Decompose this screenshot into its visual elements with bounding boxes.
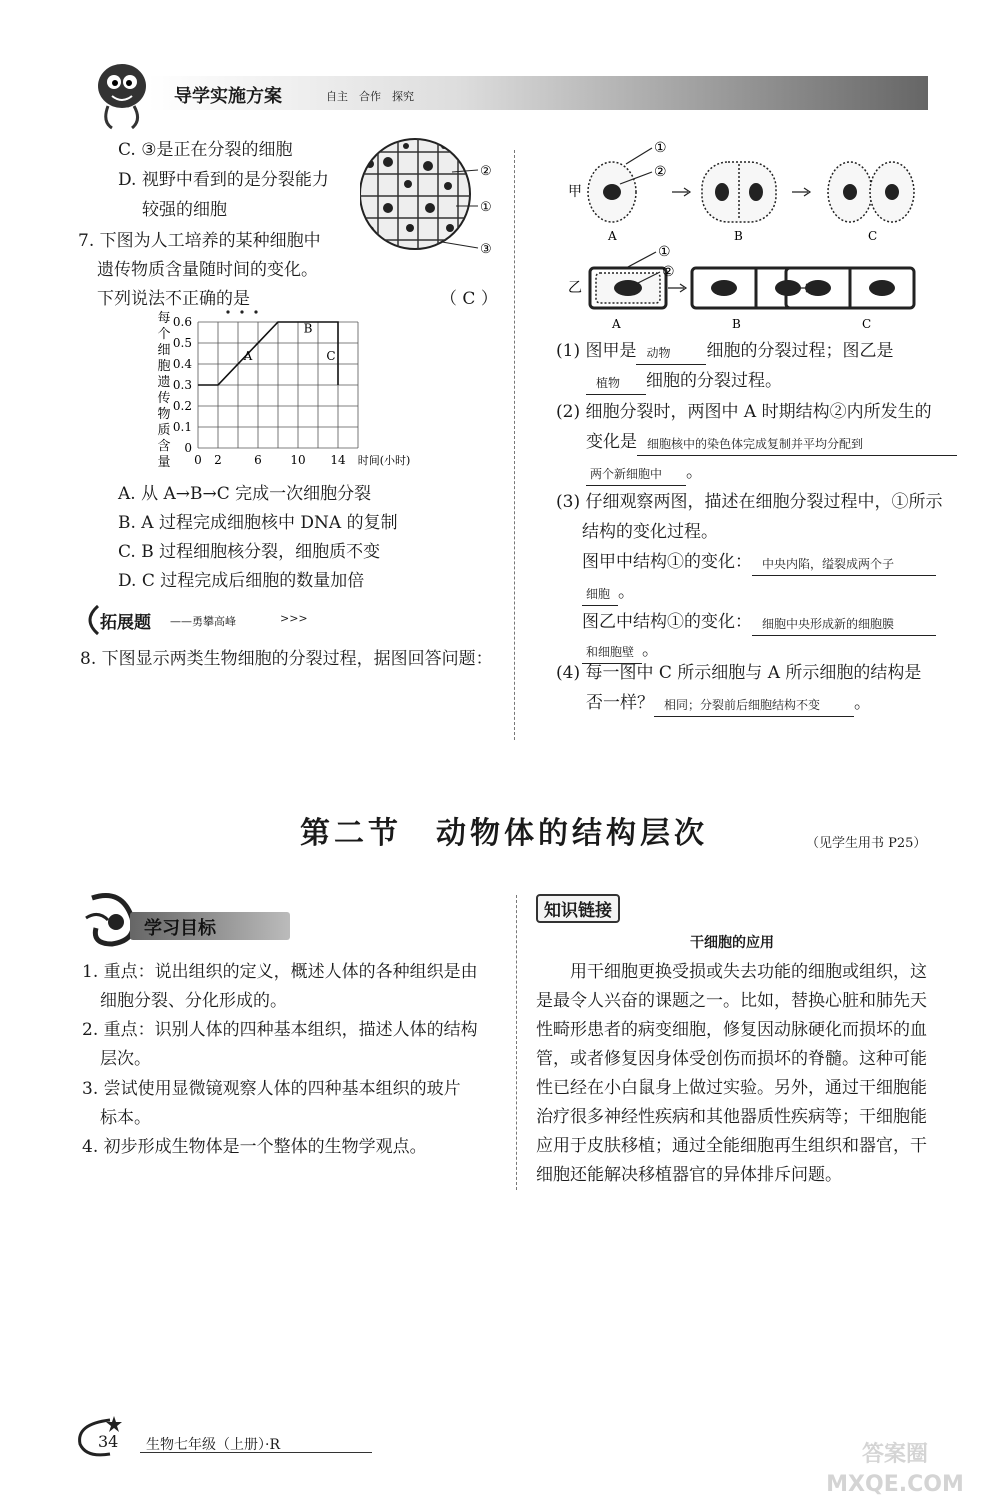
fig8-col-a1: A bbox=[608, 229, 617, 243]
q8-stem: 8. 下图显示两类生物细胞的分裂过程，据图回答问题： bbox=[80, 649, 493, 669]
q7-answer: （ C ） bbox=[440, 289, 498, 309]
goal-2-line2: 层次。 bbox=[100, 1049, 151, 1069]
y-axis-label-char: 细 bbox=[157, 343, 171, 358]
fig6-label-1: ① bbox=[480, 200, 492, 215]
dna-content-chart bbox=[150, 308, 440, 478]
x-tick-label: 10 bbox=[290, 453, 306, 467]
answer-2-fill-line1: 细胞核中的染色体完成复制并平均分配到 bbox=[637, 433, 957, 456]
answer-3-yi-line1: 图乙中结构①的变化： 细胞中央形成新的细胞膜 bbox=[582, 608, 936, 636]
knowledge-line-4: 管，或者修复因身体受创伤而损坏的脊髓。这种可能 bbox=[536, 1049, 927, 1069]
header-subtitle: 自主 合作 探究 bbox=[326, 90, 414, 103]
footer-rule bbox=[140, 1452, 372, 1453]
y-tick-label: 0.2 bbox=[172, 399, 192, 413]
microscope-view-figure bbox=[360, 132, 510, 262]
section-ref: （见学生用书 P25） bbox=[806, 836, 927, 851]
fig8-mark-2-yi: ② bbox=[662, 264, 675, 280]
fig8-mark-2-jia: ② bbox=[654, 164, 667, 180]
answer-2-line3: 两个新细胞中 。 bbox=[586, 458, 703, 486]
q7-option-a: A. 从 A→B→C 完成一次细胞分裂 bbox=[118, 484, 372, 504]
answer-2-fill-line2: 两个新细胞中 bbox=[586, 463, 686, 486]
footer-book: 生物七年级（上册）·R bbox=[146, 1437, 280, 1453]
answer-3-jia-line2: 细胞 。 bbox=[582, 578, 635, 606]
bracket-icon bbox=[80, 604, 102, 636]
knowledge-line-8: 细胞还能解决移植器官的异体排斥问题。 bbox=[536, 1165, 842, 1185]
answer-4-line2: 否一样？ 相同；分裂前后细胞结构不变 。 bbox=[586, 689, 871, 717]
x-tick-label: 6 bbox=[254, 453, 262, 467]
goals-title: 学习目标 bbox=[144, 918, 216, 939]
fig6-label-2: ② bbox=[480, 164, 492, 179]
answer-2-line2: 变化是 细胞核中的染色体完成复制并平均分配到 bbox=[586, 428, 957, 456]
answer-4-line1: (4) 每一图中 C 所示细胞与 A 所示细胞的结构是 bbox=[556, 663, 922, 683]
goal-3-line1: 3. 尝试使用显微镜观察人体的四种基本组织的玻片 bbox=[82, 1079, 461, 1099]
y-axis-label-char: 遗 bbox=[157, 375, 171, 390]
fig8-col-a2: A bbox=[612, 317, 621, 331]
y-axis-label-char: 每 bbox=[157, 311, 171, 326]
knowledge-line-1: 用干细胞更换受损或失去功能的细胞或组织，这 bbox=[570, 962, 927, 982]
y-tick-label: 0.5 bbox=[172, 336, 192, 350]
answer-1-line2: 植物 细胞的分裂过程。 bbox=[586, 367, 782, 395]
goals-banner bbox=[82, 888, 298, 950]
y-axis-label-char: 含 bbox=[157, 439, 171, 454]
answer-4-fill: 相同；分裂前后细胞结构不变 bbox=[654, 694, 854, 717]
dot-mark bbox=[254, 310, 257, 313]
answer-3-line2: 结构的变化过程。 bbox=[582, 522, 718, 542]
q7-option-b: B. A 过程完成细胞核中 DNA 的复制 bbox=[118, 513, 398, 533]
knowledge-line-3: 性畸形患者的病变细胞，修复因动脉硬化而损坏的血 bbox=[536, 1020, 927, 1040]
goal-3-line2: 标本。 bbox=[100, 1108, 151, 1128]
answer-3-jia-fill2: 细胞 bbox=[582, 583, 618, 606]
fig8-row-jia: 甲 bbox=[568, 184, 582, 200]
answer-3-jia-line1: 图甲中结构①的变化： 中央内陷，缢裂成两个子 bbox=[582, 548, 936, 576]
fig8-mark-1-yi: ① bbox=[658, 244, 671, 260]
goal-4: 4. 初步形成生物体是一个整体的生物学观点。 bbox=[82, 1137, 427, 1157]
knowledge-body bbox=[536, 958, 956, 1190]
fig8-col-c2: C bbox=[862, 317, 872, 331]
q6-option-c: C. ③是正在分裂的细胞 bbox=[118, 140, 293, 160]
page-number: 34 bbox=[98, 1432, 119, 1451]
header-title: 导学实施方案 bbox=[174, 86, 282, 107]
knowledge-line-7: 应用于皮肤移植；通过全能细胞再生组织和器官，干 bbox=[536, 1136, 927, 1156]
q7-stem-line3: 下列说法不正确的是 bbox=[97, 289, 250, 309]
knowledge-line-6: 治疗很多神经性疾病和其他器质性疾病等；干细胞能 bbox=[536, 1107, 927, 1127]
y-tick-label: 0.1 bbox=[172, 420, 192, 434]
answer-3-yi-line2: 和细胞壁 。 bbox=[582, 636, 659, 664]
cell-division-figure bbox=[560, 134, 920, 334]
x-tick-label: 14 bbox=[330, 453, 346, 467]
region-label: C bbox=[326, 348, 336, 363]
series-line bbox=[198, 322, 338, 385]
region-label: B bbox=[303, 321, 313, 336]
q7-stem-line1: 7. 下图为人工培养的某种细胞中 bbox=[78, 231, 321, 251]
answer-3-yi-fill1: 细胞中央形成新的细胞膜 bbox=[752, 613, 936, 636]
answer-3-yi-fill2: 和细胞壁 bbox=[582, 641, 642, 664]
answer-3-jia-fill1: 中央内陷，缢裂成两个子 bbox=[752, 553, 936, 576]
knowledge-tag: 知识链接 bbox=[536, 894, 620, 923]
extend-title: 拓展题 bbox=[100, 613, 151, 633]
watermark: 答案圈 MXQE.COM bbox=[826, 1442, 964, 1497]
y-axis-label-char: 物 bbox=[157, 407, 171, 422]
y-tick-label: 0.3 bbox=[172, 378, 192, 392]
chevrons-icon: >>> bbox=[280, 612, 308, 625]
dot-mark bbox=[240, 310, 243, 313]
column-divider bbox=[514, 150, 515, 740]
x-tick-label: 0 bbox=[194, 453, 202, 467]
knowledge-line-5: 性已经在小白鼠身上做过实验。另外，通过干细胞能 bbox=[536, 1078, 927, 1098]
fig8-col-b2: B bbox=[732, 317, 741, 331]
goal-1-line2: 细胞分裂、分化形成的。 bbox=[100, 991, 287, 1011]
answer-3-line1: (3) 仔细观察两图，描述在细胞分裂过程中，①所示 bbox=[556, 492, 943, 512]
y-tick-label: 0.6 bbox=[172, 315, 192, 329]
y-axis-label-char: 质 bbox=[157, 423, 171, 438]
goal-2-line1: 2. 重点：识别人体的四种基本组织，描述人体的结构 bbox=[82, 1020, 478, 1040]
answer-1-fill-animal: 动物 bbox=[636, 342, 706, 365]
fig8-col-b1: B bbox=[734, 229, 743, 243]
answer-1-line1: (1) 图甲是 动物 细胞的分裂过程；图乙是 bbox=[556, 337, 893, 365]
q7-option-d: D. C 过程完成后细胞的数量加倍 bbox=[118, 571, 365, 591]
fig8-row-yi: 乙 bbox=[568, 280, 582, 296]
extend-subtitle: ——勇攀高峰 bbox=[170, 615, 236, 628]
q6-option-d-line1: D. 视野中看到的是分裂能力 bbox=[118, 170, 329, 190]
y-axis-label-char: 传 bbox=[157, 391, 171, 406]
y-axis-label-char: 个 bbox=[157, 327, 171, 342]
answer-2-line1: (2) 细胞分裂时，两图中 A 时期结构②内所发生的 bbox=[556, 402, 932, 422]
y-axis-label-char: 胞 bbox=[157, 359, 171, 374]
q7-stem-line2: 遗传物质含量随时间的变化。 bbox=[97, 260, 318, 280]
section-title: 第二节 动物体的结构层次 bbox=[300, 816, 708, 851]
answer-1-fill-plant: 植物 bbox=[586, 372, 646, 395]
column-divider-bottom bbox=[516, 895, 517, 1190]
x-tick-label: 2 bbox=[214, 453, 222, 467]
y-axis-label-char: 量 bbox=[157, 455, 171, 470]
header bbox=[88, 56, 928, 116]
x-axis-label: 时间(小时) bbox=[357, 454, 411, 467]
q6-option-d-line2: 较强的细胞 bbox=[142, 200, 227, 220]
y-tick-label: 0.4 bbox=[172, 357, 192, 371]
q7-option-c: C. B 过程细胞核分裂，细胞质不变 bbox=[118, 542, 381, 562]
extend-banner bbox=[80, 604, 310, 636]
knowledge-heading: 干细胞的应用 bbox=[690, 935, 774, 951]
fig8-mark-1-jia: ① bbox=[654, 140, 667, 156]
y-tick-label: 0 bbox=[184, 441, 192, 455]
dot-mark bbox=[226, 310, 229, 313]
goal-1-line1: 1. 重点：说出组织的定义，概述人体的各种组织是由 bbox=[82, 962, 478, 982]
knowledge-line-2: 是最令人兴奋的课题之一。比如，替换心脏和肺先天 bbox=[536, 991, 927, 1011]
fig8-col-c1: C bbox=[868, 229, 878, 243]
region-label: A bbox=[243, 348, 253, 363]
fig6-label-3: ③ bbox=[480, 242, 492, 257]
